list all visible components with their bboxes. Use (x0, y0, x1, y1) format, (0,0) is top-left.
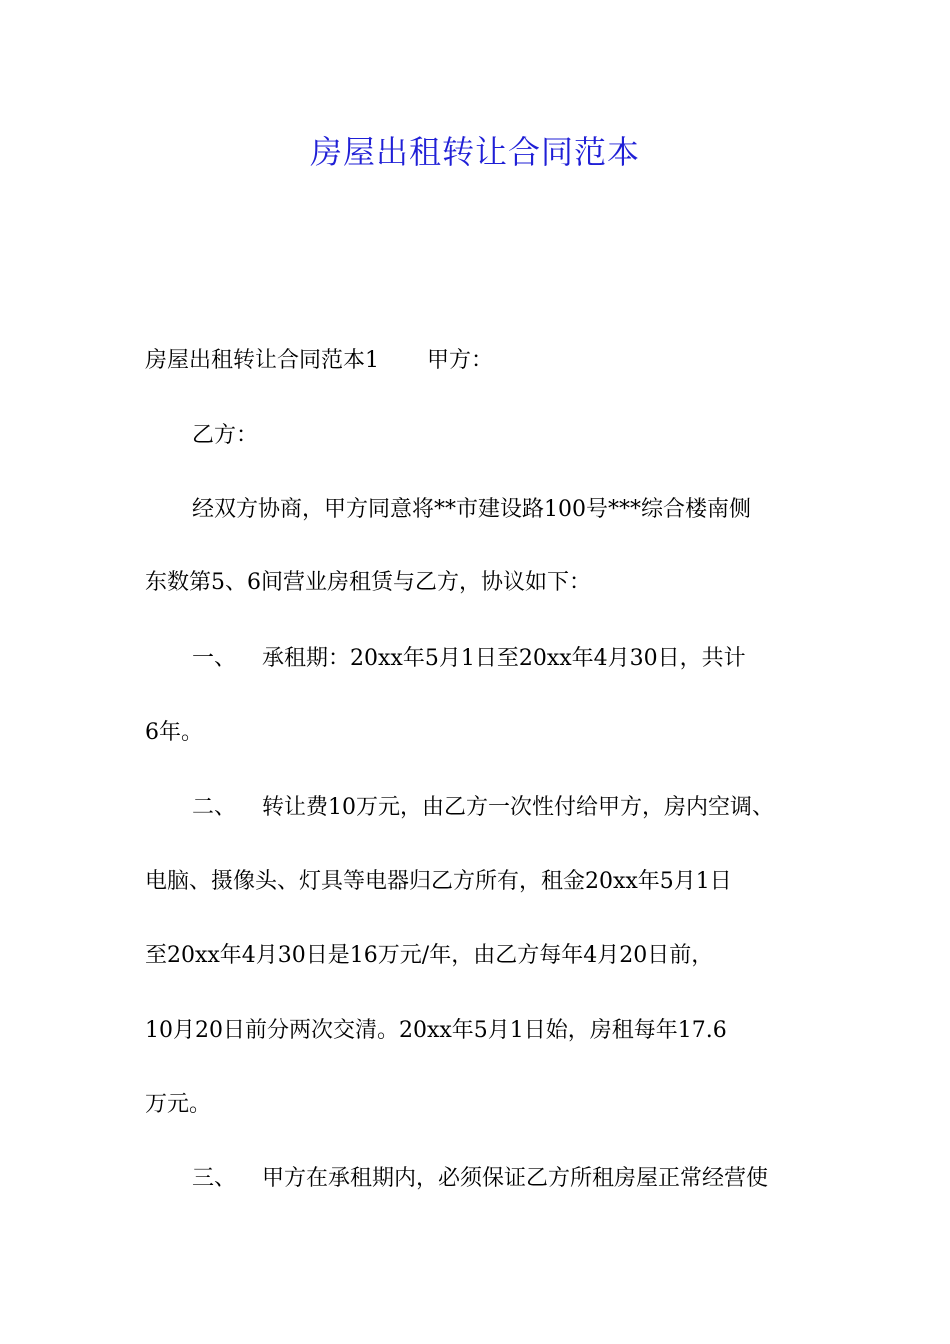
paragraph-line: 东数第5、6间营业房租赁与乙方，协议如下： (145, 570, 591, 595)
clause-three-line (192, 1163, 768, 1195)
paragraph-line: 6年。 (145, 720, 203, 745)
paragraph-line (145, 345, 493, 377)
paragraph-line: 经双方协商，甲方同意将**市建设路100号***综合楼南侧 (192, 497, 751, 522)
clause-number: 三、 (192, 1166, 237, 1191)
contract-number-label: 房屋出租转让合同范本1 (145, 348, 379, 373)
document-title: 房屋出租转让合同范本 (309, 133, 640, 171)
clause-one-line (192, 643, 746, 675)
clause-number: 一、 (192, 646, 237, 671)
clause-text: 甲方在承租期内，必须保证乙方所租房屋正常经营使 (262, 1166, 769, 1191)
paragraph-line: 10月20日前分两次交清。20xx年5月1日始，房租每年17.6 (145, 1018, 727, 1043)
paragraph-line: 万元。 (145, 1092, 212, 1117)
paragraph-line: 电脑、摄像头、灯具等电器归乙方所有，租金20xx年5月1日 (145, 869, 732, 894)
clause-two-line (192, 792, 774, 824)
party-a-label: 甲方： (427, 348, 494, 373)
party-b-label: 乙方： (192, 423, 259, 448)
clause-number: 二、 (192, 795, 237, 820)
clause-text: 承租期：20xx年5月1日至20xx年4月30日，共计 (262, 646, 746, 671)
clause-text: 转让费10万元，由乙方一次性付给甲方，房内空调、 (262, 795, 775, 820)
paragraph-line: 至20xx年4月30日是16万元/年，由乙方每年4月20日前， (145, 943, 714, 968)
